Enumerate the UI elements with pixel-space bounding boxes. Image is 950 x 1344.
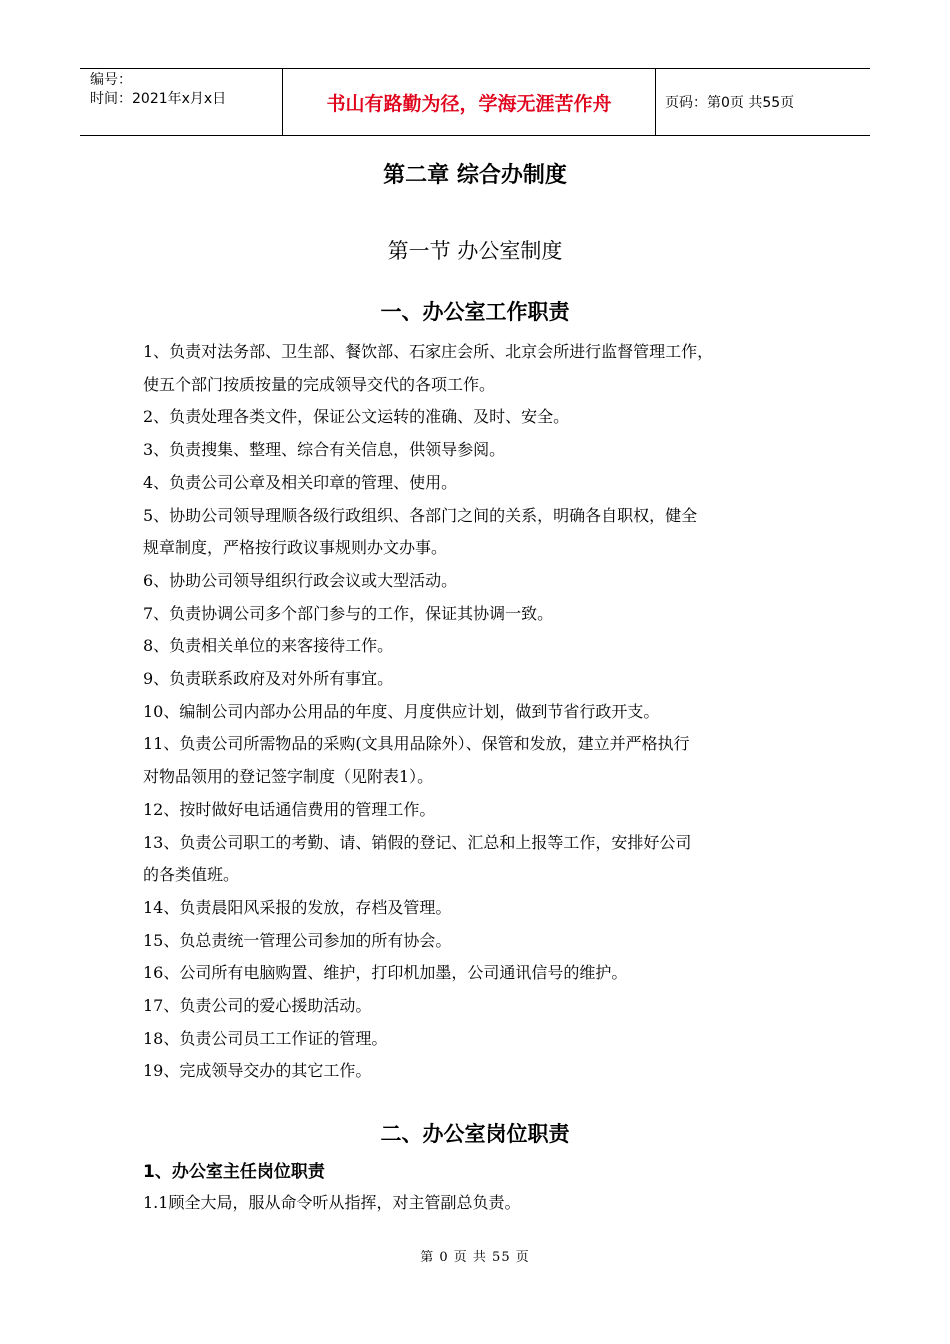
header-page-cell: [656, 69, 870, 135]
section-title: 第一节 办公室制度: [387, 239, 563, 263]
duty-line: 的各类值班。: [143, 865, 240, 885]
number-label: 编号：: [90, 72, 132, 88]
duty-line: 3、负责搜集、整理、综合有关信息，供领导参阅。: [143, 440, 506, 460]
duty-line: 1、负责对法务部、卫生部、餐饮部、石家庄会所、北京会所进行监督管理工作，: [143, 342, 714, 361]
duty-line: 对物品领用的登记签字制度（见附表1）。: [143, 767, 434, 787]
duty-line: 4、负责公司公章及相关印章的管理、使用。: [143, 472, 458, 492]
duties-list: [143, 336, 813, 1088]
duty-line: 14、负责晨阳风采报的发放，存档及管理。: [143, 897, 452, 917]
paragraph-1-1: 1.1顾全大局，服从命令听从指挥，对主管副总负责。: [143, 1193, 521, 1212]
duty-line: 18、负责公司员工工作证的管理。: [143, 1028, 388, 1048]
duty-line: 13、负责公司职工的考勤、请、销假的登记、汇总和上报等工作，安排好公司: [143, 832, 692, 852]
duty-line: 规章制度，严格按行政议事规则办文办事。: [143, 538, 448, 558]
page-info: 页码：第0页 共55页: [665, 95, 795, 111]
heading-office-positions: 二、办公室岗位职责: [380, 1122, 570, 1146]
duty-line: 11、负责公司所需物品的采购(文具用品除外）、保管和发放，建立并严格执行: [143, 734, 690, 754]
duty-line: 8、负责相关单位的来客接待工作。: [143, 636, 394, 656]
time-label: 时间：2021年x月x日: [90, 91, 227, 107]
duty-line: 使五个部门按质按量的完成领导交代的各项工作。: [143, 374, 496, 394]
page-footer: 第 0 页 共 55 页: [420, 1250, 530, 1265]
duty-line: 6、协助公司领导组织行政会议或大型活动。: [143, 570, 458, 590]
duty-line: 10、编制公司内部办公用品的年度、月度供应计划，做到节省行政开支。: [143, 701, 660, 721]
duty-line: 17、负责公司的爱心援助活动。: [143, 996, 372, 1016]
header-meta-cell: [80, 69, 282, 135]
duty-line: 12、按时做好电话通信费用的管理工作。: [143, 799, 436, 819]
duty-line: 5、协助公司领导理顺各级行政组织、各部门之间的关系，明确各自职权，健全: [143, 505, 698, 525]
subheading-director-duties: 1、办公室主任岗位职责: [143, 1162, 325, 1182]
heading-office-duties: 一、办公室工作职责: [380, 300, 570, 324]
duty-line: 2、负责处理各类文件，保证公文运转的准确、及时、安全。: [143, 407, 570, 427]
duty-line: 16、公司所有电脑购置、维护，打印机加墨，公司通讯信号的维护。: [143, 963, 628, 983]
duty-line: 7、负责协调公司多个部门参与的工作，保证其协调一致。: [143, 603, 554, 623]
duty-line: 15、负总责统一管理公司参加的所有协会。: [143, 930, 452, 950]
header-motto-cell: [282, 69, 656, 135]
chapter-title: 第二章 综合办制度: [383, 163, 567, 188]
duty-line: 19、完成领导交办的其它工作。: [143, 1061, 372, 1081]
document-header: [80, 68, 870, 136]
duty-line: 9、负责联系政府及对外所有事宜。: [143, 669, 394, 689]
motto-text: 书山有路勤为径，学海无涯苦作舟: [326, 92, 612, 115]
